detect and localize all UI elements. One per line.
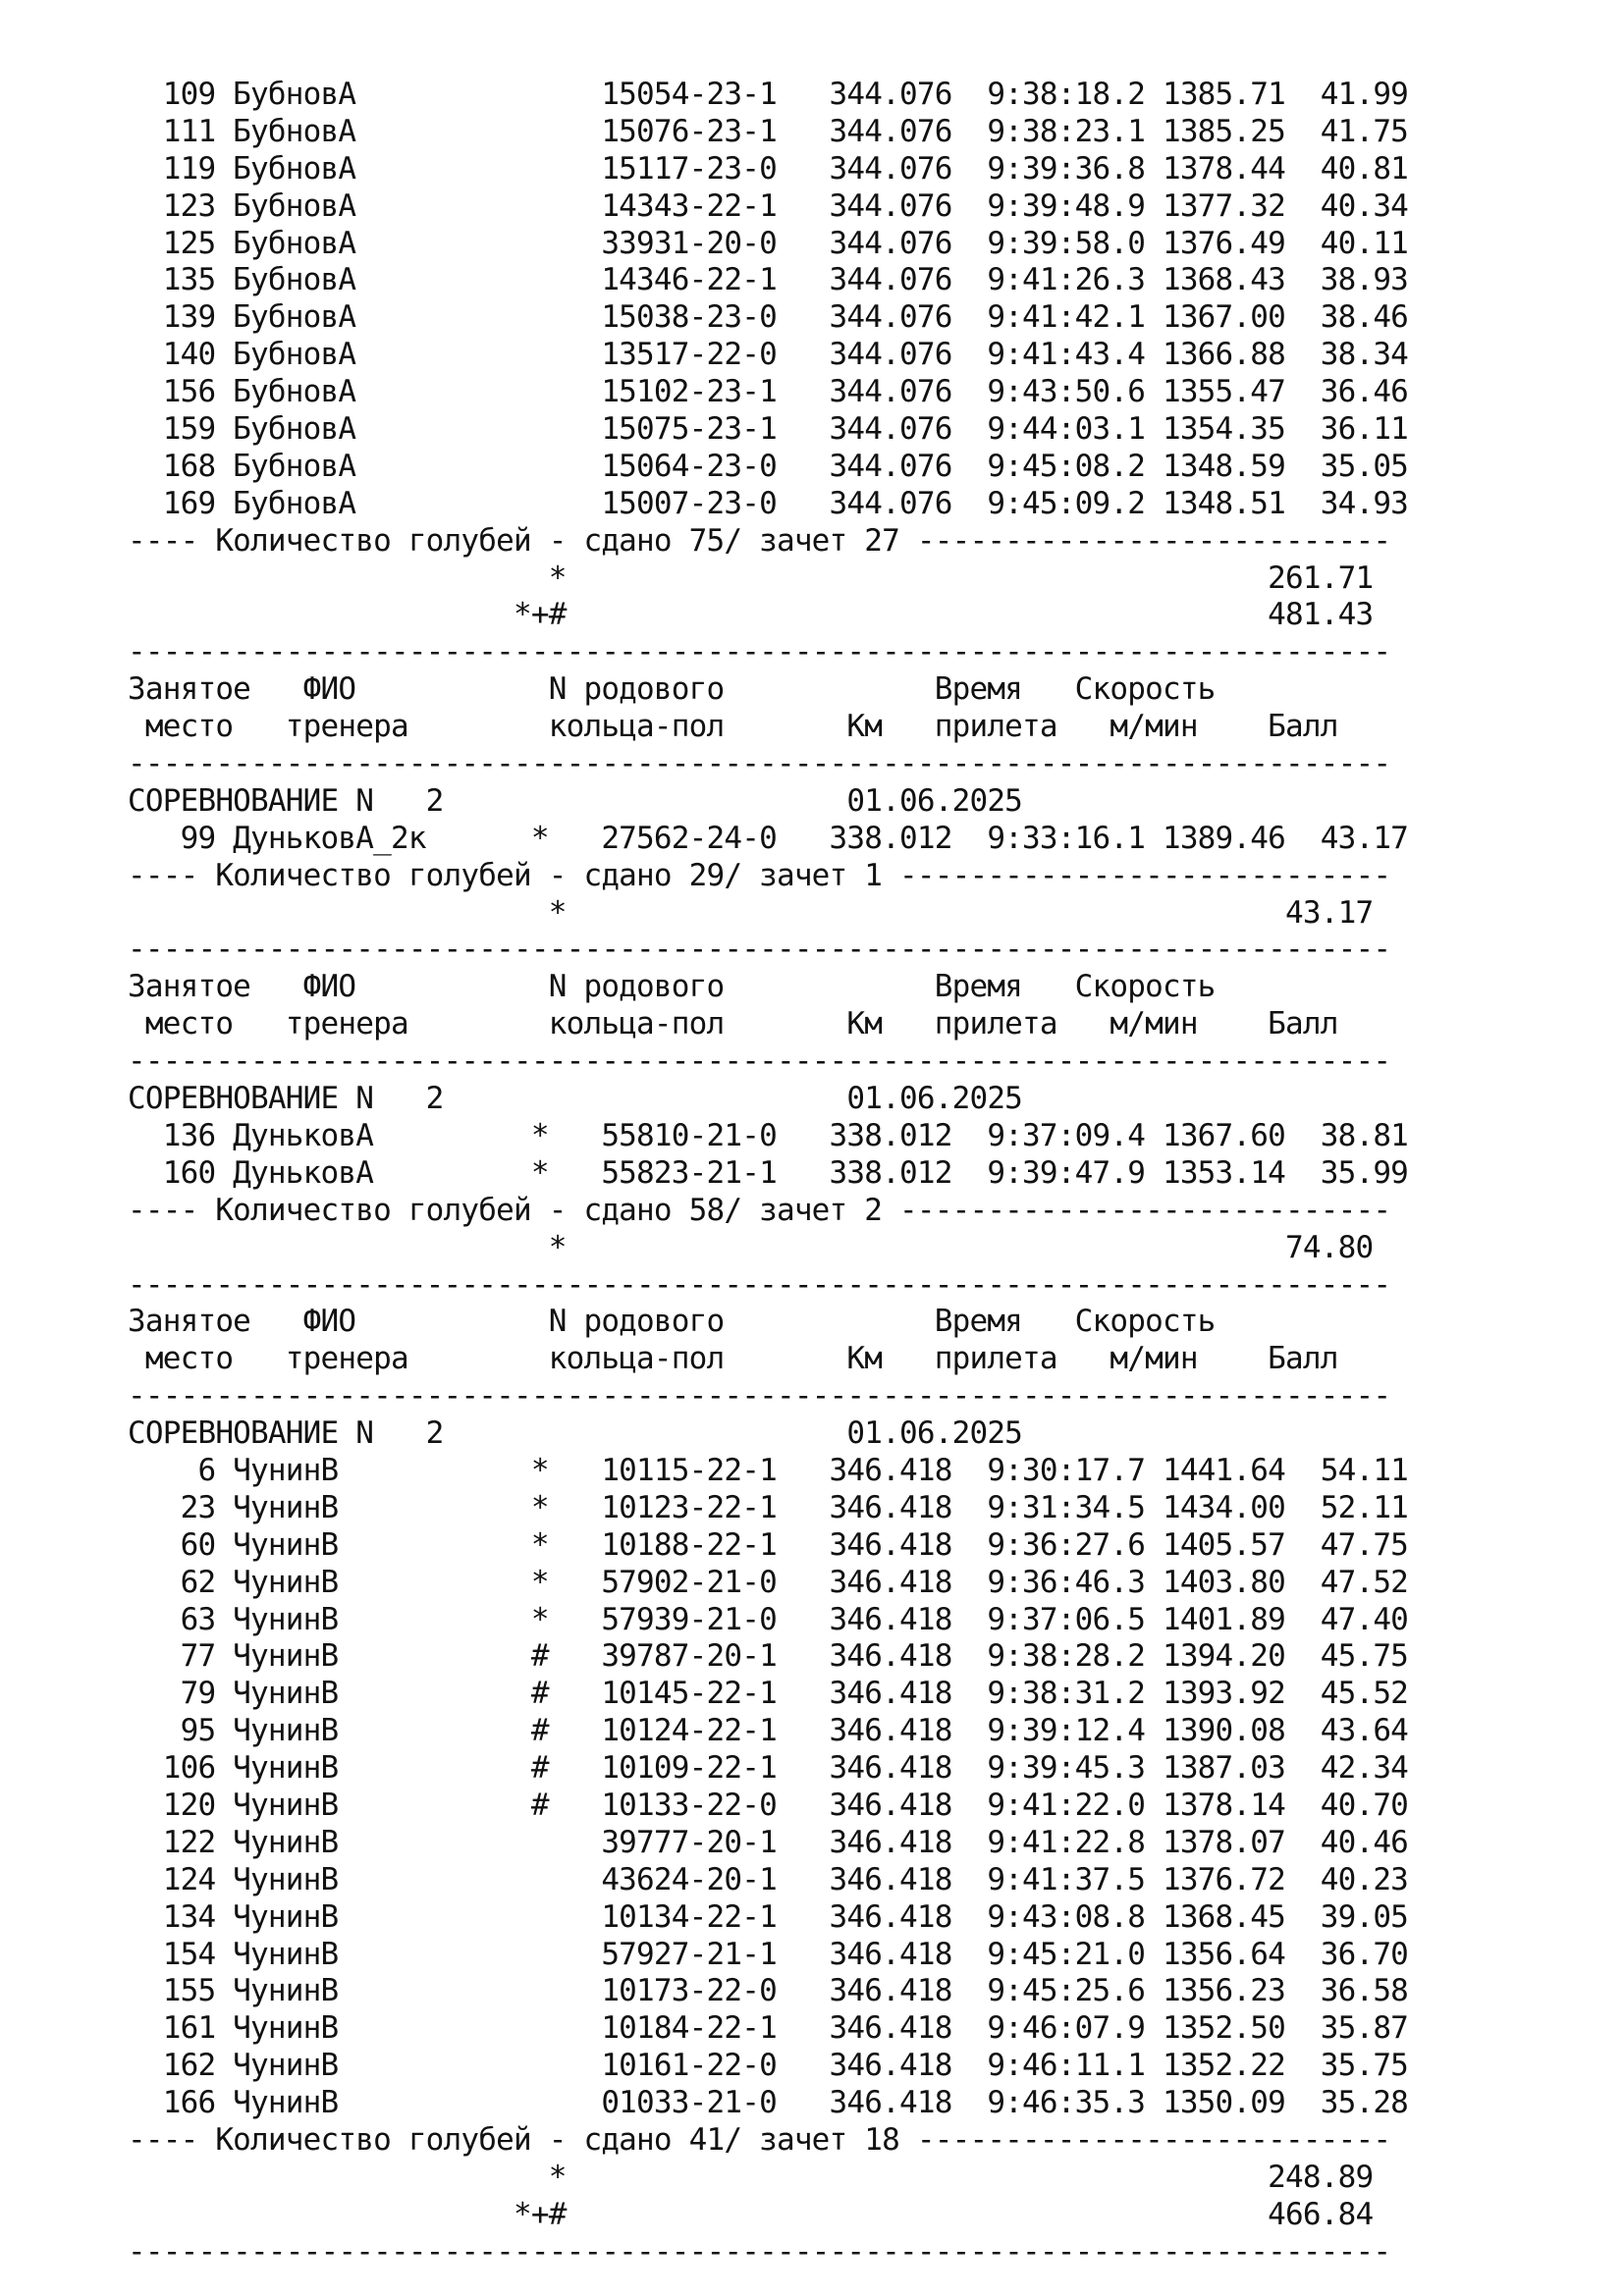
total-line: * 261.71 [128, 560, 1374, 596]
separator-line: ------------------------------------------------------------------------ [128, 746, 1391, 782]
column-header: Занятое ФИО N родового Время Скорость [128, 671, 1216, 708]
summary-line: ---- Количество голубей - сдано 41/ зачет 18 --------------------------- [128, 2121, 1391, 2158]
table-row: 63 ЧунинВ * 57939-21-0 346.418 9:37:06.5 1401.89 47.40 [128, 1601, 1409, 1637]
table-row: 124 ЧунинВ 43624-20-1 346.418 9:41:37.5 1376.72 40.23 [128, 1861, 1409, 1897]
column-header: место тренера кольца-пол Км прилета м/мин Балл [128, 1006, 1338, 1042]
table-row: 135 БубновА 14346-22-1 344.076 9:41:26.3 1368.43 38.93 [128, 262, 1409, 298]
column-header: Занятое ФИО N родового Время Скорость [128, 1304, 1216, 1340]
table-row: 169 БубновА 15007-23-0 344.076 9:45:09.2 1348.51 34.93 [128, 485, 1409, 521]
column-header: Занятое ФИО N родового Время Скорость [128, 969, 1216, 1005]
separator-line: ------------------------------------------------------------------------ [128, 2233, 1391, 2269]
table-row: 162 ЧунинВ 10161-22-0 346.418 9:46:11.1 1352.22 35.75 [128, 2048, 1409, 2084]
table-row: 106 ЧунинВ # 10109-22-1 346.418 9:39:45.3 1387.03 42.34 [128, 1750, 1409, 1787]
table-row: 134 ЧунинВ 10134-22-1 346.418 9:43:08.8 1368.45 39.05 [128, 1898, 1409, 1935]
table-row: 6 ЧунинВ * 10115-22-1 346.418 9:30:17.7 1441.64 54.11 [128, 1452, 1409, 1488]
competition-header: СОРЕВНОВАНИЕ N 2 01.06.2025 [128, 1081, 1023, 1117]
table-row: 155 ЧунинВ 10173-22-0 346.418 9:45:25.6 1356.23 36.58 [128, 1973, 1409, 2009]
summary-line: ---- Количество голубей - сдано 29/ зачет 1 ---------------------------- [128, 857, 1391, 893]
table-row: 139 БубновА 15038-23-0 344.076 9:41:42.1 1367.00 38.46 [128, 299, 1409, 336]
table-row: 111 БубновА 15076-23-1 344.076 9:38:23.1 1385.25 41.75 [128, 113, 1409, 149]
table-row: 122 ЧунинВ 39777-20-1 346.418 9:41:22.8 1378.07 40.46 [128, 1824, 1409, 1860]
total-line: * 248.89 [128, 2159, 1374, 2195]
column-header: место тренера кольца-пол Км прилета м/мин Балл [128, 709, 1338, 745]
table-row: 62 ЧунинВ * 57902-21-0 346.418 9:36:46.3 1403.80 47.52 [128, 1564, 1409, 1600]
table-row: 161 ЧунинВ 10184-22-1 346.418 9:46:07.9 1352.50 35.87 [128, 2010, 1409, 2047]
table-row: 123 БубновА 14343-22-1 344.076 9:39:48.9 1377.32 40.34 [128, 187, 1409, 224]
total-line: *+# 466.84 [128, 2196, 1374, 2232]
summary-line: ---- Количество голубей - сдано 58/ зачет 2 ---------------------------- [128, 1192, 1391, 1228]
separator-line: ------------------------------------------------------------------------ [128, 1266, 1391, 1303]
table-row: 23 ЧунинВ * 10123-22-1 346.418 9:31:34.5 1434.00 52.11 [128, 1489, 1409, 1525]
table-row: 95 ЧунинВ # 10124-22-1 346.418 9:39:12.4 1390.08 43.64 [128, 1713, 1409, 1749]
table-row: 154 ЧунинВ 57927-21-1 346.418 9:45:21.0 1356.64 36.70 [128, 1936, 1409, 1972]
total-line: * 74.80 [128, 1229, 1374, 1265]
total-line: *+# 481.43 [128, 597, 1374, 633]
separator-line: ------------------------------------------------------------------------ [128, 1378, 1391, 1415]
separator-line: ------------------------------------------------------------------------ [128, 932, 1391, 968]
table-row: 79 ЧунинВ # 10145-22-1 346.418 9:38:31.2 1393.92 45.52 [128, 1676, 1409, 1712]
separator-line: ------------------------------------------------------------------------ [128, 1043, 1391, 1080]
summary-line: ---- Количество голубей - сдано 75/ зачет 27 --------------------------- [128, 522, 1391, 559]
table-row: 77 ЧунинВ # 39787-20-1 346.418 9:38:28.2 1394.20 45.75 [128, 1638, 1409, 1675]
table-row: 119 БубновА 15117-23-0 344.076 9:39:36.8 1378.44 40.81 [128, 150, 1409, 187]
competition-header: СОРЕВНОВАНИЕ N 2 01.06.2025 [128, 1415, 1023, 1452]
competition-header: СОРЕВНОВАНИЕ N 2 01.06.2025 [128, 782, 1023, 819]
separator-line: ------------------------------------------------------------------------ [128, 634, 1391, 670]
table-row: 140 БубновА 13517-22-0 344.076 9:41:43.4 1366.88 38.34 [128, 337, 1409, 373]
table-row: 166 ЧунинВ 01033-21-0 346.418 9:46:35.3 1350.09 35.28 [128, 2085, 1409, 2121]
table-row: 125 БубновА 33931-20-0 344.076 9:39:58.0 1376.49 40.11 [128, 225, 1409, 261]
table-row: 109 БубновА 15054-23-1 344.076 9:38:18.2 1385.71 41.99 [128, 77, 1409, 112]
table-row: 60 ЧунинВ * 10188-22-1 346.418 9:36:27.6 1405.57 47.75 [128, 1526, 1409, 1563]
table-row: 136 ДуньковА * 55810-21-0 338.012 9:37:09.4 1367.60 38.81 [128, 1117, 1409, 1153]
table-row: 159 БубновА 15075-23-1 344.076 9:44:03.1 1354.35 36.11 [128, 411, 1409, 448]
table-row: 160 ДуньковА * 55823-21-1 338.012 9:39:47.9 1353.14 35.99 [128, 1154, 1409, 1191]
table-row: 156 БубновА 15102-23-1 344.076 9:43:50.6 1355.47 36.46 [128, 374, 1409, 410]
table-row: 168 БубновА 15064-23-0 344.076 9:45:08.2 1348.59 35.05 [128, 448, 1409, 484]
total-line: * 43.17 [128, 894, 1374, 931]
table-row: 99 ДуньковА_2к * 27562-24-0 338.012 9:33:16.1 1389.46 43.17 [128, 820, 1409, 856]
results-printout [128, 77, 1408, 2271]
table-row: 120 ЧунинВ # 10133-22-0 346.418 9:41:22.0 1378.14 40.70 [128, 1787, 1409, 1823]
column-header: место тренера кольца-пол Км прилета м/мин Балл [128, 1341, 1338, 1377]
